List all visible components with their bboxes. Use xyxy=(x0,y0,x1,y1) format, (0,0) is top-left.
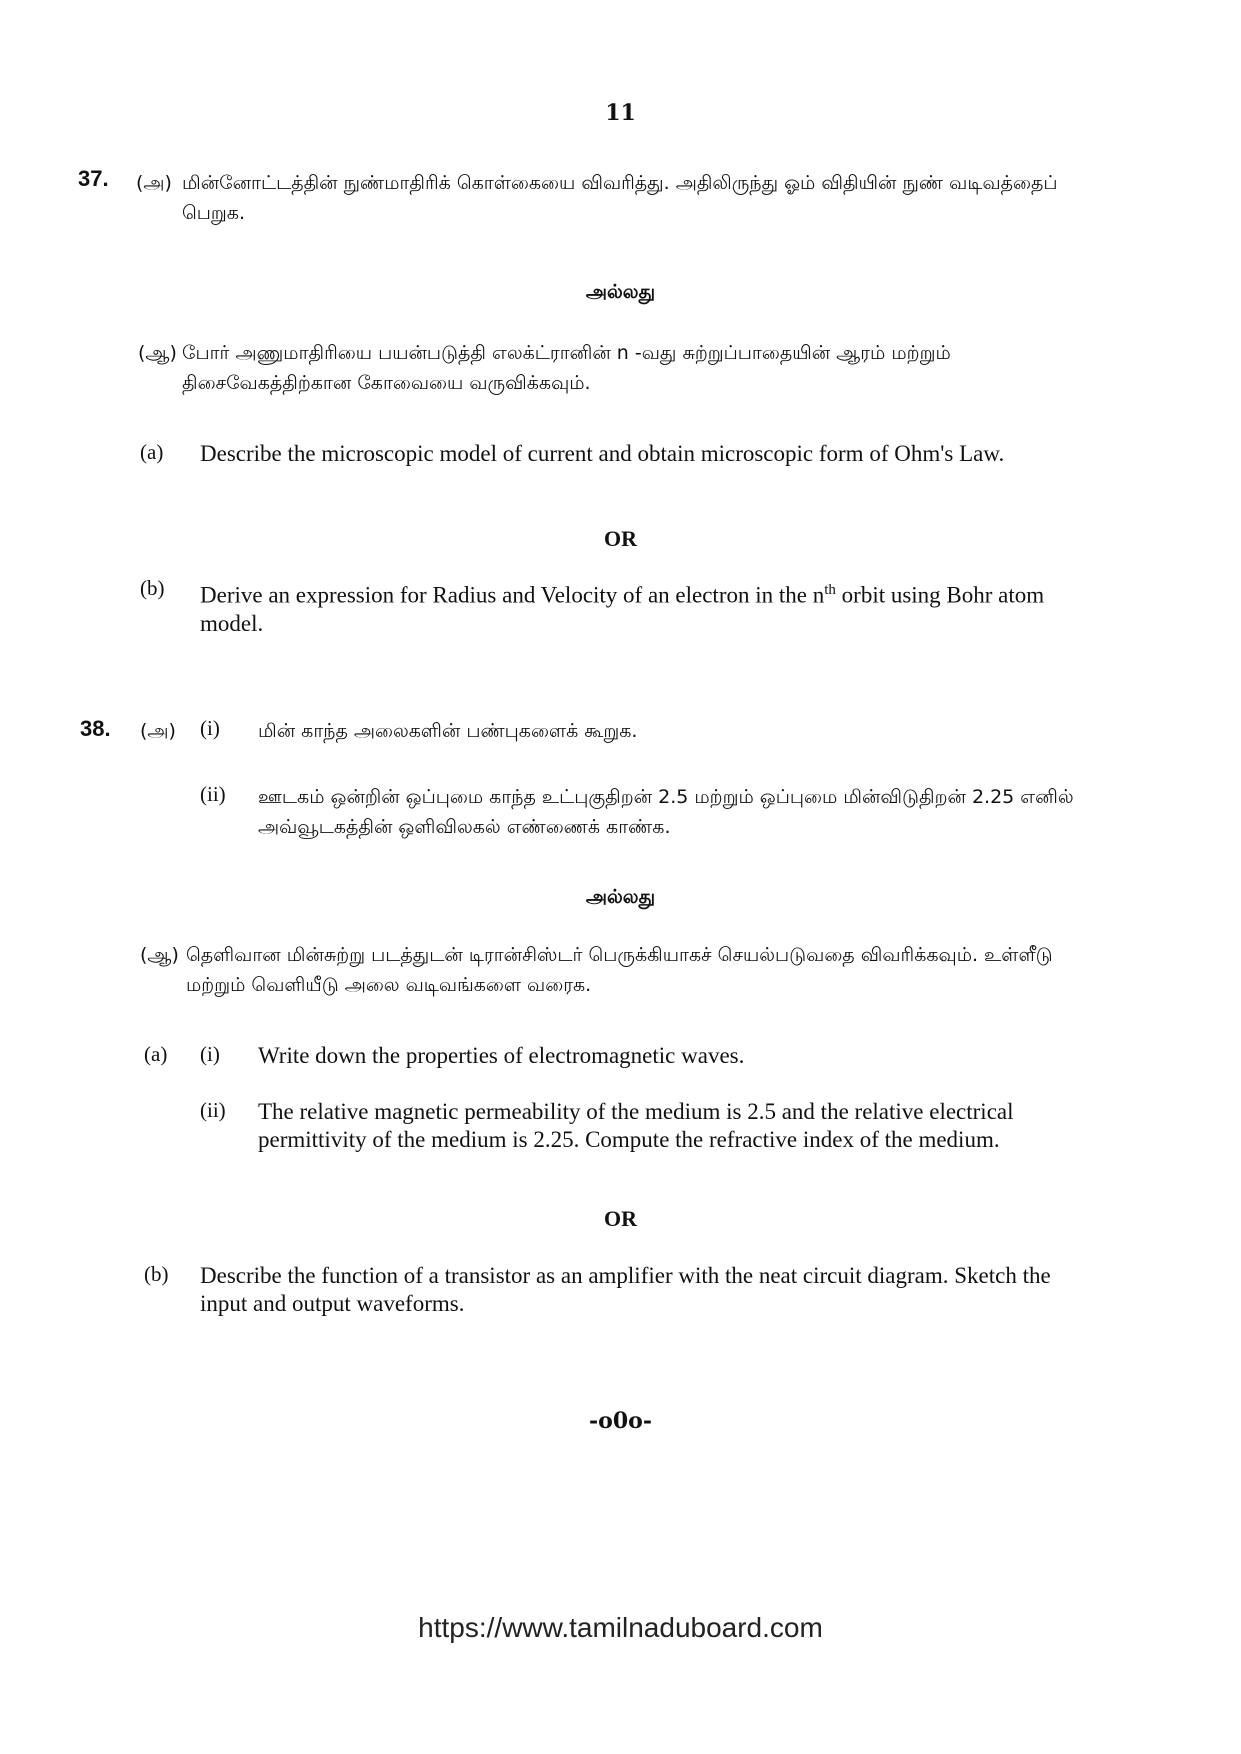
q37-tamil-a-text: மின்னோட்டத்தின் நுண்மாதிரிக் கொள்கையை விவரித்து. அதிலிருந்து ஓம் விதியின் நுண் வடிவத்தைப் பெறுக. xyxy=(182,172,1058,224)
q38-eng-a-marker: (a) xyxy=(144,1042,168,1066)
q38-tamil-a-ii-text: ஊடகம் ஒன்றின் ஒப்புமை காந்த உட்புகுதிறன் 2.5 மற்றும் ஒப்புமை மின்விடுதிறன் 2.25 எனில் அவ்வூடகத்தின் ஒளிவிலகல் எண்ணைக் காண்க. xyxy=(258,786,1074,838)
question-38-number: 38. xyxy=(80,716,111,741)
q38-eng-b-marker: (b) xyxy=(144,1262,169,1286)
q38-tamil-or: அல்லது xyxy=(585,886,656,908)
q37-tamil-a-marker: (அ) xyxy=(136,172,172,194)
q37-tamil-b-text: போர் அணுமாதிரியை பயன்படுத்தி எலக்ட்ரானின் n -வது சுற்றுப்பாதையின் ஆரம் மற்றும் திசைவேகத்திற்கான கோவையை வருவிக்கவும். xyxy=(182,342,951,394)
q38-tamil-b-marker: (ஆ) xyxy=(140,944,179,966)
q37-eng-or: OR xyxy=(604,526,637,551)
q38-tamil-b-text: தெளிவான மின்சுற்று படத்துடன் டிரான்சிஸ்டர் பெருக்கியாகச் செயல்படுவதை விவரிக்கவும். உள்ளீடு மற்றும் வெளியீடு அலை வடிவங்களை வரைக. xyxy=(186,944,1053,996)
q38-tamil-a-ii-marker: (ii) xyxy=(200,782,226,806)
superscript-th: th xyxy=(824,582,836,598)
q38-eng-a-ii-text: The relative magnetic permeability of the medium is 2.5 and the relative electrical permittivity of the medium is 2.25. Compute the refractive index of the medium. xyxy=(258,1099,1014,1152)
q37-eng-b-marker: (b) xyxy=(140,576,165,600)
q38-tamil-a-marker: (அ) xyxy=(140,720,176,742)
q38-eng-or: OR xyxy=(604,1206,637,1231)
q38-eng-a-i-marker: (i) xyxy=(200,1042,220,1066)
q37-eng-a-marker: (a) xyxy=(140,440,164,464)
q37-tamil-b-marker: (ஆ) xyxy=(138,342,177,364)
page-number: 11 xyxy=(605,100,636,126)
footer-url: https://www.tamilnaduboard.com xyxy=(418,1612,823,1643)
q38-eng-a-ii-marker: (ii) xyxy=(200,1098,226,1122)
q38-eng-b-text: Describe the function of a transistor as an amplifier with the neat circuit diagram. Sketch the input and output waveforms. xyxy=(200,1263,1051,1316)
q38-tamil-a-i-marker: (i) xyxy=(200,716,220,740)
q38-tamil-a-i-text: மின் காந்த அலைகளின் பண்புகளைக் கூறுக. xyxy=(258,720,638,742)
q37-eng-b-text: Derive an expression for Radius and Velocity of an electron in the $n^{th}$ orbit using Bohr atom model. xyxy=(200,582,1045,636)
end-mark: -o0o- xyxy=(589,1408,652,1434)
q38-eng-a-i-text: Write down the properties of electromagnetic waves. xyxy=(258,1043,745,1068)
q37-tamil-or: அல்லது xyxy=(585,281,656,303)
question-37-number: 37. xyxy=(78,166,109,191)
q37-eng-a-text: Describe the microscopic model of current and obtain microscopic form of Ohm's Law. xyxy=(200,441,1005,466)
